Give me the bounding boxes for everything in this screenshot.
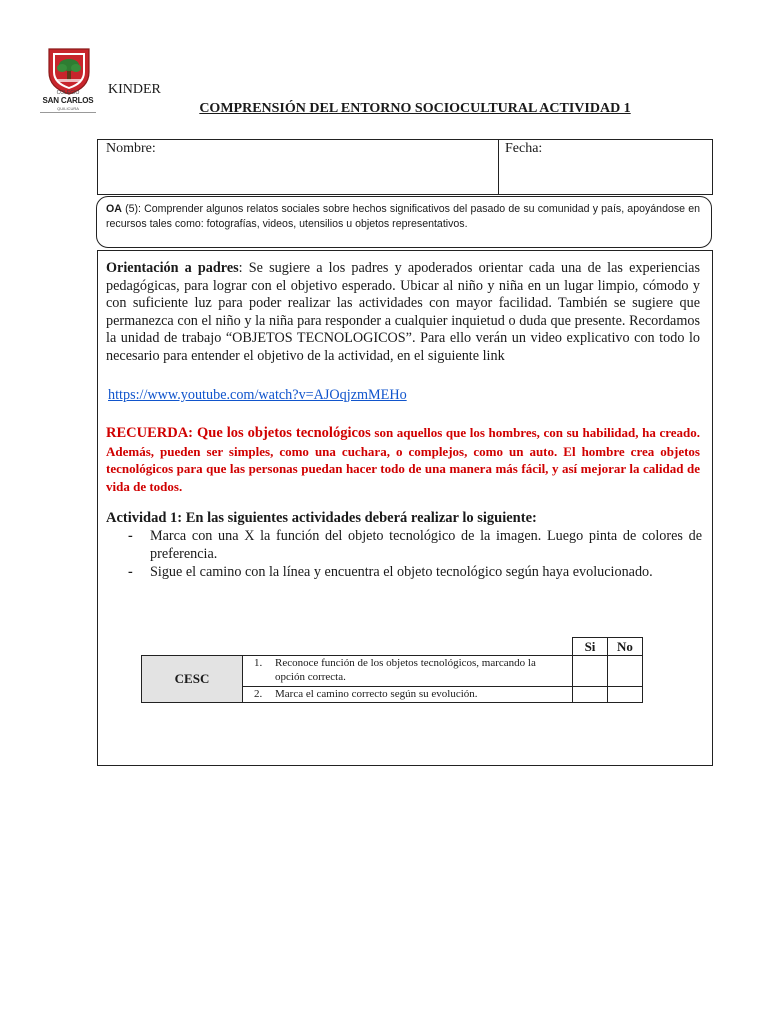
student-info-box [97, 139, 713, 195]
criterion-number: 2. [254, 688, 263, 700]
reminder-text: son aquellos que los hombres, con su habilidad, ha creado. Además, pueden ser simples, como una cuchara, o complejos, como un auto. El hombre crea objetos tecnológicos para que las personas puedan hacer todo de una manera más fácil, y así mejorar la calidad de vida de todos. [106, 425, 701, 494]
oa-label: OA [106, 203, 122, 215]
criterion-row [243, 656, 573, 687]
orientation-label: Orientación a padres [106, 260, 239, 276]
si-checkbox-cell[interactable] [573, 656, 608, 687]
reminder-paragraph [106, 424, 700, 495]
instruction-text: Marca con una X la función del objeto tecnológico de la imagen. Luego pinta de colores de preferencia. [150, 528, 702, 562]
logo-city-text: QUILICURA [57, 106, 79, 111]
orientation-text: : Se sugiere a los padres y apoderados orientar cada una de las experiencias pedagógicas, para lograr con el objetivo esperado. Ubicar al niño y niña en un lugar limpio, cómodo y con suficiente luz para poder realizar las actividades con mayor facilidad. También se sugiere que permanezca con el niño y la niña para responder a cualquier inquietud o duda que presente. Recordamos la unidad de trabajo “OBJETOS TECNOLOGICOS”. Para ello verán un video explicativo con todo lo necesario para entender el objetivo de la actividad, en el siguiente link [106, 260, 700, 364]
criterion-row [243, 687, 573, 703]
instruction-text: Sigue el camino con la línea y encuentra el objeto tecnológico según haya evolucionado. [150, 564, 653, 580]
logo-school-name: SAN CARLOS [42, 96, 94, 105]
nombre-label: Nombre: [106, 141, 156, 156]
parent-orientation [106, 260, 700, 366]
student-info-divider [498, 139, 499, 194]
activity-title: Actividad 1: En las siguientes actividades deberá realizar lo siguiente: [106, 510, 537, 526]
activity-instructions [106, 527, 702, 581]
learning-objective-text [106, 202, 700, 232]
no-header: No [608, 638, 643, 656]
no-checkbox-cell[interactable] [608, 687, 643, 703]
criterion-text: Reconoce función de los objetos tecnológicos, marcando la opción correcta. [275, 657, 536, 683]
si-checkbox-cell[interactable] [573, 687, 608, 703]
criterion-number: 1. [254, 657, 263, 669]
no-checkbox-cell[interactable] [608, 656, 643, 687]
evaluation-table [141, 637, 643, 703]
criterion-text: Marca el camino correcto según su evolución. [275, 688, 478, 700]
logo-divider [40, 112, 96, 113]
video-link[interactable]: https://www.youtube.com/watch?v=AJOqjzmMEHo [108, 387, 407, 403]
bullet-dash: - [128, 564, 133, 580]
oa-description: (5): Comprender algunos relatos sociales sobre hechos significativos del pasado de su comunidad y país, apoyándose en recursos tales como: fotografías, videos, utensilios u objetos representativos. [106, 203, 700, 230]
si-header: Si [573, 638, 608, 656]
logo-colegio-text: COLEGIO [56, 90, 80, 96]
instruction-item [106, 527, 702, 563]
bullet-dash: - [128, 528, 133, 544]
reminder-lead: RECUERDA: Que los objetos tecnológicos [106, 425, 371, 441]
fecha-label: Fecha: [505, 141, 543, 156]
cesc-label: CESC [142, 656, 243, 703]
grade-label: KINDER [108, 82, 161, 97]
document-title: COMPRENSIÓN DEL ENTORNO SOCIOCULTURAL ACTIVIDAD 1 [199, 101, 631, 116]
table-header-spacer [142, 638, 573, 656]
instruction-item [106, 563, 702, 581]
